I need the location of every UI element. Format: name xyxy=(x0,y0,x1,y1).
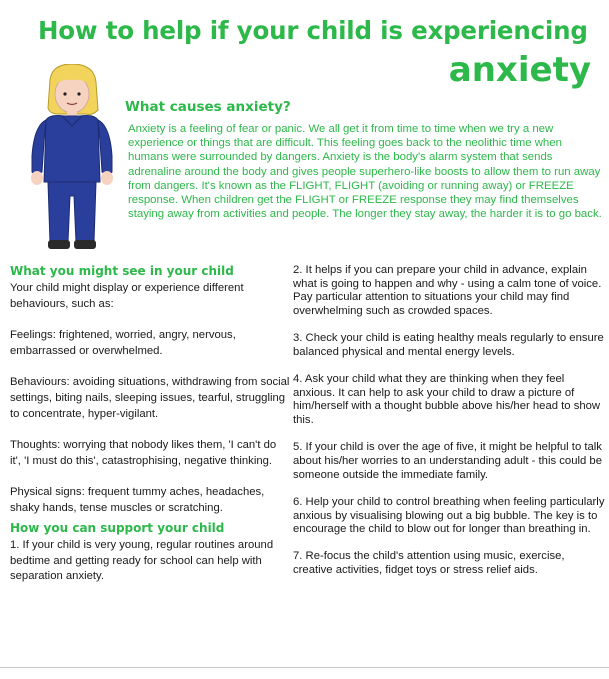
support-tip-7: 7. Re-focus the child's attention using music, exercise, creative activities, fidget toys or stress relief aids. xyxy=(293,550,565,577)
see-thoughts: Thoughts: worrying that nobody likes them, 'I can't do it', 'I must do this', catastrophising, negative thinking. xyxy=(10,439,277,467)
support-tip-1: 1. If your child is very young, regular routines around bedtime and getting ready for school can help with separation anxiety. xyxy=(10,538,274,583)
page-title-line1: How to help if your child is experiencing xyxy=(38,16,588,45)
support-tip-5: 5. If your child is over the age of five, it might be helpful to talk about his/her worries to an understanding adult - this could be someone outside the immediate family. xyxy=(293,441,602,481)
causes-heading: What causes anxiety? xyxy=(125,99,291,115)
see-heading: What you might see in your child xyxy=(10,264,234,278)
see-feelings: Feelings: frightened, worried, angry, nervous, embarrassed or overwhelmed. xyxy=(10,329,236,357)
support-tip-2: 2. It helps if you can prepare your child in advance, explain what is going to happen and why - using a calm tone of voice. Pay particular attention to situations your child may find overwhelming such as crowded spaces. xyxy=(293,264,602,317)
right-column xyxy=(293,264,605,591)
see-intro: Your child might display or experience different behaviours, such as: xyxy=(10,282,244,310)
support-heading: How you can support your child xyxy=(10,520,225,535)
see-behaviours: Behaviours: avoiding situations, withdrawing from social settings, biting nails, sleeping issues, tearful, struggling to concentrate, hyper-vigilant. xyxy=(10,376,290,420)
support-tip-4: 4. Ask your child what they are thinking when they feel anxious. It can help to ask your child to draw a picture of him/herself with a thought bubble above his/her head to show this. xyxy=(293,373,601,426)
page-bottom-edge xyxy=(0,667,609,679)
page-title-line2: anxiety xyxy=(448,50,591,90)
left-column xyxy=(10,264,290,601)
support-tip-6: 6. Help your child to control breathing when feeling particularly anxious by visualising blowing out a big bubble. The key is to encourage the child to blow out for longer than breathing in. xyxy=(293,495,605,536)
causes-body: Anxiety is a feeling of fear or panic. We all get it from time to time when we try a new experience or things that are difficult. This feeling goes back to the neolithic time when humans were surrounded by dangers. Anxiety is the body's alarm system that sends adrenaline around the body and gives people superhero-like boosts to allow them to run away from dangers. It's known as the FLIGHT, FLIGHT (avoiding or running away) or FREEZE response. When children get the FLIGHT or FREEZE response they may find themselves staying away from activities and people. The longer they stay away, the harder it is to go back. xyxy=(128,123,602,221)
support-tip-3: 3. Check your child is eating healthy meals regularly to ensure balanced physical and mental energy levels. xyxy=(293,332,604,358)
see-physical: Physical signs: frequent tummy aches, headaches, shaky hands, tense muscles or scratching. xyxy=(10,486,265,514)
child-figure-icon xyxy=(22,64,122,264)
